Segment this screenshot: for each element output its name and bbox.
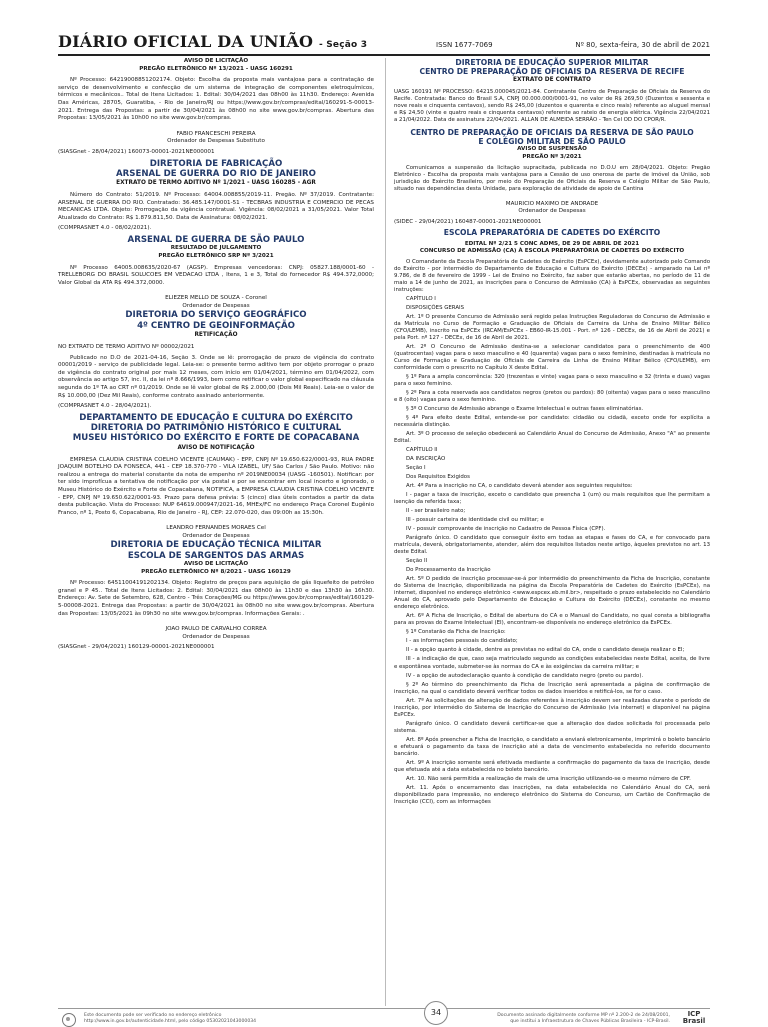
- column-divider: [385, 58, 386, 1006]
- org-heading: ESCOLA PREPARATÓRIA DE CADETES DO EXÉRCITO: [443, 228, 661, 238]
- edital-paragraph: Art. 11. Após o encerramento das inscrições, na data estabelecida no Calendário Anual do CA, será disponibilizado para impressão, no endereço eletrônico do Sistema do Concurso, um Cartão de Confirmação de Inscrição (CCI), com as informações: [394, 784, 710, 805]
- org-heading: DIRETORIA DE EDUCAÇÃO TÉCNICA MILITAR: [110, 540, 322, 551]
- signer-name: ELIEZER MELLO DE SOUZA - Coronel: [165, 295, 267, 302]
- edital-paragraph: Art. 3º O processo de seleção obedecerá ao Calendário Anual do Concurso de Admissão, Anexo "A" ao presente Edital.: [394, 431, 710, 445]
- edital-paragraph: Parágrafo único. O candidato que conseguir êxito em todas as etapas e fases do CA, e for convocado para matrícula, deverá, obrigatoriamente, atender, além dos requisitos listados neste artigo, àqueles previstos no art. 13 deste Edital.: [394, 535, 710, 556]
- notice-subtitle: EXTRATO DE TERMO ADITIVO Nº 1/2021 - UASG 160285 - AGR: [116, 180, 316, 187]
- signer-role: Ordenador de Despesas Substituto: [167, 138, 265, 145]
- edital-paragraph: Seção I: [406, 465, 426, 472]
- notice-subtitle: PREGÃO Nº 3/2021: [522, 153, 582, 160]
- verification-url: http://www.in.gov.br/autenticidade.html, pelo código 05302021043000034: [84, 1018, 257, 1024]
- notice-subtitle: RETIFICAÇÃO: [194, 332, 238, 339]
- edital-paragraph: § 4º Para efeito deste Edital, entende-se por candidato: cidadão ou cidadã, exceto onde for explícita a necessária distinção.: [394, 415, 710, 429]
- signer-role: Ordenador de Despesas: [182, 532, 250, 539]
- edital-paragraph: O Comandante da Escola Preparatória de Cadetes do Exército (EsPCEx), devidamente autorizado pelo Comando do Exército - por intermédio do Departamento de Educação e Cultura do Exército (DECEx) - amparado na Lei nº 9.786, de 8 de fevereiro de 1999 - Lei de Ensino no Exército, faz saber que estarão abertas, no período de 11 de maio a 14 de junho de 2021, as inscrições para o Concurso de Admissão (CA) à EsPCEx, observadas as seguintes instruções:: [394, 258, 710, 293]
- edital-paragraph: Art. 9º A inscrição somente será efetivada mediante a confirmação do pagamento da taxa de inscrição, desde que efetuada até a data estabelecida no boleto bancário.: [394, 759, 710, 773]
- header: [58, 34, 710, 56]
- reference-line: (SIASGnet - 29/04/2021) 160129-00001-2021NE000001: [58, 644, 215, 651]
- icp-brasil-logo: ICP Brasil: [682, 1010, 706, 1025]
- notice-body: Nº Processo 64005.008635/2020-67 (AGSP). Empresas vencedoras: CNPJ: 05827.188/0001-60 - TRELLEBORG DO BRASIL SOLUCOES EM VEDACAO LTDA , Itens, 1 e 3, Total do fornecedor R$ 494.372,0000; Valor Global da ATA R$ 494.372,0000.: [58, 264, 374, 286]
- left-column: [58, 58, 374, 654]
- notice-title: AVISO DE SUSPENSÃO: [517, 146, 587, 153]
- edital-paragraph: Art. 1º O presente Concurso de Admissão será regido pelas Instruções Reguladoras do Concurso de Admissão e da Matrícula no Curso de Formação e Graduação de Oficiais de Carreira da Linha de Ensino Militar Bélico (CFO/LEMB), inscrito na EsPCEx (IRCAM/EsPCEx - EB60-IR-15.001 - Port. nº 126 - DECEx, de 16 de Abril de 2021) e pela Port. nº 127 - DECEx, de 16 de Abril de 2021.: [394, 313, 710, 341]
- org-heading: DIRETORIA DO SERVIÇO GEOGRÁFICO: [125, 310, 307, 321]
- edital-paragraph: Art. 4º Para a inscrição no CA, o candidato deverá atender aos seguintes requisitos:: [406, 483, 633, 490]
- notice-subtitle: CONCURSO DE ADMISSÃO (CA) À ESCOLA PREPARATÓRIA DE CADETES DO EXÉRCITO: [419, 248, 685, 255]
- notice-body: Comunicamos a suspensão da licitação supracitada, publicada no D.O.U em 28/04/2021. Objeto: Pregão Eletrônico - Escolha da proposta mais vantajosa para a Cessão de uso onerosa de parte de imóvel da União, sob jurisdição do Exército Brasileiro, por meio do Preparação de Oficiais da Reserva e Colégio Militar de São Paulo, situado nas dependências desta Unidade, para exploração de atividade de apoio de Cantina: [394, 164, 710, 192]
- org-heading: ARSENAL DE GUERRA DO RIO DE JANEIRO: [116, 168, 316, 179]
- org-heading: CENTRO DE PREPARAÇÃO DE OFICIAIS DA RESERVA DE RECIFE: [419, 67, 685, 77]
- edital-paragraph: I - as informações pessoais do candidato;: [406, 638, 518, 645]
- signature-note: [497, 1013, 670, 1025]
- footer: [58, 1008, 710, 1025]
- signer-name: JOAO PAULO DE CARVALHO CORREA: [165, 626, 267, 633]
- issn: ISSN 1677-7069: [436, 41, 493, 49]
- notice-title: RESULTADO DE JULGAMENTO: [170, 245, 262, 252]
- edital-paragraph: CAPÍTULO I: [406, 295, 436, 302]
- notice-subtitle: PREGÃO ELETRÔNICO Nº 8/2021 - UASG 160129: [141, 568, 291, 575]
- section-text: - Seção 3: [318, 40, 368, 50]
- edital-paragraph: DISPOSIÇÕES GERAIS: [406, 304, 465, 311]
- edital-paragraph: IV - possuir comprovante de inscrição no Cadastro de Pessoa Física (CPF).: [406, 526, 606, 533]
- signer-name: FABIO FRANCESCHI PEREIRA: [176, 130, 256, 137]
- edital-paragraph: DA INSCRIÇÃO: [406, 456, 446, 463]
- edital-paragraph: § 3º O Concurso de Admissão abrange o Exame Intelectual e outras fases eliminatórias.: [406, 406, 644, 413]
- notice-subtitle: EXTRATO DE CONTRATO: [513, 77, 591, 84]
- edital-paragraph: CAPÍTULO II: [406, 447, 438, 454]
- edital-paragraph: Art. 10. Não será permitida a realização de mais de uma inscrição utilizando-se o mesmo número de CPF.: [406, 775, 691, 782]
- notice-subtitle: PREGÃO ELETRÔNICO Nº 13/2021 - UASG 160291: [139, 65, 293, 72]
- reference-line: (COMPRASNET 4.0 - 28/04/2021).: [58, 403, 152, 410]
- org-heading: DIRETORIA DO PATRIMÔNIO HISTÓRICO E CULTURAL: [90, 423, 342, 434]
- issue-info: Nº 80, sexta-feira, 30 de abril de 2021: [575, 41, 710, 49]
- org-heading: E COLÉGIO MILITAR DE SÃO PAULO: [478, 137, 626, 147]
- verification-note: [84, 1013, 256, 1025]
- org-heading: MUSEU HISTÓRICO DO EXÉRCITO E FORTE DE COPACABANA: [72, 433, 360, 444]
- org-heading: ARSENAL DE GUERRA DE SÃO PAULO: [127, 235, 305, 245]
- org-heading: DEPARTAMENTO DE EDUCAÇÃO E CULTURA DO EXÉRCITO: [79, 412, 353, 423]
- notice-subtitle: PREGÃO ELETRÔNICO SRP Nº 3/2021: [158, 252, 274, 259]
- edital-paragraph: § 2º Para a cota reservada aos candidatos negros (pretos ou pardos): 80 (oitenta) vagas para o sexo masculino e 8 (oito) vagas para o sexo feminino.: [394, 389, 710, 403]
- edital-body: [394, 259, 710, 806]
- reference-line: (COMPRASNET 4.0 - 08/02/2021).: [58, 225, 152, 232]
- notice-title: EDITAL Nº 2/21 5 CONC ADMS, DE 29 DE ABRIL DE 2021: [464, 240, 640, 247]
- signer-name: LEANDRO FERNANDES MORAES Cel: [166, 525, 266, 532]
- publication-title: [58, 32, 367, 51]
- signer-name: MAURICIO MAXIMO DE ANDRADE: [505, 200, 599, 207]
- edital-paragraph: II - a opção quanto à cidade, dentre as previstas no edital do CA, onde o candidato deseja realizar o EI;: [406, 647, 685, 654]
- title-text: DIÁRIO OFICIAL DA UNIÃO: [58, 32, 314, 51]
- verification-line: Este documento pode ser verificado no endereço eletrônico: [84, 1013, 222, 1018]
- edital-paragraph: I - pagar a taxa de inscrição, exceto o candidato que preencha 1 (um) ou mais requisitos que lhe permitam a isenção da referida taxa;: [394, 492, 710, 506]
- edital-paragraph: Art. 7º As solicitações de alteração de dados referentes à inscrição devem ser realizadas durante o período de inscrição, por intermédio do Sistema de Inscrição do Concurso de Admissão (via internet) e disponível na página EsPCEx.: [394, 697, 710, 718]
- org-heading: 4º CENTRO DE GEOINFORMAÇÃO: [137, 320, 295, 331]
- reference-line: (SIASGnet - 28/04/2021) 160073-00001-2021NE000001: [58, 148, 215, 155]
- signer-role: Ordenador de Despesas: [518, 208, 586, 215]
- republic-seal-icon: [62, 1013, 76, 1027]
- edital-paragraph: Do Processamento da Inscrição: [406, 567, 491, 574]
- edital-paragraph: Parágrafo único. O candidato deverá certificar-se que a alteração dos dados solicitada foi processada pelo sistema.: [394, 720, 710, 734]
- edital-paragraph: § 2º Ao término do preenchimento da Ficha de Inscrição será apresentada a página de confirmação de inscrição, na qual o candidato deverá verificar todos os dados inseridos e retificá-los, se for o caso.: [394, 681, 710, 695]
- edital-paragraph: III - a indicação de que, caso seja matriculado segundo as condições estabelecidas neste Edital, aceita, de livre e espontânea vontade, submeter-se às normas do CA e às exigências da carreira militar; e: [394, 656, 710, 670]
- edital-paragraph: IV - a opção de autodeclaração quanto à condição de candidato negro (preto ou pardo).: [406, 672, 644, 679]
- org-heading: DIRETORIA DE EDUCAÇÃO SUPERIOR MILITAR: [455, 58, 649, 67]
- notice-body: UASG 160191 Nº PROCESSO: 64215.000045/2021-84. Contratante Centro de Preparação de Oficiais da Reserva do Recife. Contratada: Banco do Brasil S.A, CNPJ 00.000.000/0001-91, no valor de R$ 269,50 (Duzentos e sessenta e nove reais e cinquenta centavos), sendo R$ 245,00 (duzentos e quarenta e cinco reais) referente ao aluguel mensal e R$ 24,50 (vinte e quatro reais e cinquenta centavos) referente ao rateio de energia elétrica. Vigência 22/04/2021 a 21/04/2022. Data de assinatura 22/04/2021. ALLAN DE ALMEIDA SERRÃO - Ten Cel OD DO CPOR/R.: [394, 89, 710, 124]
- notice-body: EMPRESA CLAUDIA CRISTINA COELHO VICENTE (CAUMAK) - EPP, CNPJ Nº 19.650.622/0001-93, RUA PADRE JOAQUIM BOTELHO DA FONSECA, 441 - CEP 18.370-770 - VILA IZABEL, UF/ São Carlos / São Paulo. Motivo: não realizou a entrega do material constante da nota de empenho nº 2019NE00034 (UASG -160501). Notificar: por ter sido improfícua a tentativa de notificação por via postal e por se encontrar em local incerto e ignorado, o Museu Histórico do Exército e Forte de Copacabana, NOTIFICA, a EMPRESA CLAUDIA CRISTINA COELHO VICENTE - EPP, CNPJ Nº 19.650.622/0001-93. Prazo para defesa prévia: 5 (cinco) dias úteis contados a partir da data desta publicação. Vista do Processo: NUP 64619.000947/2021-16, MHEx/FC no endereço Praça Coronel Eugênio Franco, nº 1, Posto 6, Copacabana, Rio de Janeiro - RJ, CEP: 22.070-020, das 09:00h as 15:30h.: [58, 456, 374, 516]
- edital-paragraph: III - possuir carteira de identidade civil ou militar; e: [406, 517, 544, 524]
- signer-role: Ordenador de Despesas: [182, 302, 250, 309]
- notice-body: NO EXTRATO DE TERMO ADITIVO Nº 00002/2021: [58, 343, 195, 350]
- edital-paragraph: II - ser brasileiro nato;: [406, 508, 466, 515]
- edital-paragraph: Dos Requisitos Exigidos: [406, 474, 470, 481]
- org-heading: DIRETORIA DE FABRICAÇÃO: [149, 158, 283, 169]
- edital-paragraph: Art. 8º Após preencher a Ficha de Inscrição, o candidato a enviará eletronicamente, imprimirá o boleto bancário e efetuará o pagamento da taxa de inscrição até a data de vencimento estabelecida no referido documento bancário.: [394, 736, 710, 757]
- page-number: 34: [424, 1001, 448, 1025]
- notice-body: Nº Processo: 64219008851202174. Objeto: Escolha da proposta mais vantajosa para a contratação de serviço de desenvolvimento e confecção de um sistema de integração de componentes eletroquímicos, térmicos e mecânicos.. Total de Itens Licitados: 1. Edital: 30/04/2021 das 08h00 às 11h30. Endereço: Avenida Das Américas, 28705, Guaratiba, - Rio de Janeiro/RJ ou https://www.gov.br/compras/edital/160291-5-00013-2021. Entrega das Propostas: a partir de 30/04/2021 às 08h00 no site www.gov.br/compras. Abertura das Propostas: 13/05/2021 às 10h00 no site www.gov.br/compras.: [58, 77, 374, 122]
- signer-role: Ordenador de Despesas: [182, 633, 250, 640]
- signature-line: Documento assinado digitalmente conforme MP nº 2.200-2 de 24/08/2001,: [497, 1013, 670, 1018]
- edital-paragraph: Art. 5º O pedido de inscrição processar-se-á por intermédio do preenchimento da Ficha de Inscrição, constante do Sistema de Inscrição, disponibilizada na página da Escola Preparatória de Cadetes do Exército (EsPCEx), na internet, disponível no endereço eletrônico <www.espcex.eb.mil.br>, respeitado o prazo estabelecido no Calendário Anual do CA, aprovado pelo Departamento de Educação e Cultura do Exército (DECEx), constante no mesmo endereço eletrônico.: [394, 576, 710, 611]
- signature-line: que institui a Infraestrutura de Chaves Públicas Brasileira - ICP-Brasil.: [510, 1018, 670, 1024]
- org-heading: ESCOLA DE SARGENTOS DAS ARMAS: [127, 550, 305, 561]
- org-heading: CENTRO DE PREPARAÇÃO DE OFICIAIS DA RESERVA DE SÃO PAULO: [410, 128, 694, 138]
- right-column: [394, 58, 710, 808]
- edital-paragraph: § 1º Para a ampla concorrência: 320 (trezentas e vinte) vagas para o sexo masculino e 32 (trinta e duas) vagas para o sexo feminino.: [394, 373, 710, 387]
- edital-paragraph: § 1º Constarão da Ficha de Inscrição:: [406, 629, 506, 636]
- notice-body: Publicado no D.O de 2021-04-16, Seção 3. Onde se lê: prorrogação de prazo de vigência do contrato 00001/2019 - serviço de publicidade legal. Leia-se: o presente termo aditivo tem por objeto prorrogar o prazo de vigência do contrato original por mais 12 meses, com início em 01/04/2021, término em 01/04/2022, com observância ao artigo 57, inc. II, da lei nº 8.666/1993, bem como retificar o valor global especificado na cláusula segunda do 1º TA ao CRT nº 01/2019. Onde se lê valor global de R$ 2.000,00 (Dois Mil Reais). Leia-se o valor de R$ 10.000,00 (Dez Mil Reais), conforme contrato assinado anteriormente.: [58, 354, 374, 399]
- edital-paragraph: Art. 2º O Concurso de Admissão destina-se a selecionar candidatos para o preenchimento de 400 (quatrocentas) vagas para o sexo masculino e 40 (quarenta) vagas para o sexo feminino, destinadas à matrícula no Curso de Formação e Graduação de Oficiais de Carreira da Linha de Ensino Militar Bélico (CFO/LEMB), em conformidade com o prescrito no Capítulo X deste Edital.: [394, 343, 710, 371]
- notice-body: Nº Processo: 64511004191202134. Objeto: Registro de preços para aquisição de gás liquefeito de petróleo granel e P 45.. Total de Itens Licitados: 2. Edital: 30/04/2021 das 08h00 às 11h30 e das 13h30 às 16h30. Endereço: Av. Sete de Setembro, 628, Centro - Três Corações/MG ou https://www.gov.br/compras/edital/160129-5-00008-2021. Entrega das Propostas: a partir de 30/04/2021 às 08h00 no site www.gov.br/compras. Abertura das Propostas: 13/05/2021 às 09h30 no site www.gov.br/compras. Informações Gerais: .: [58, 580, 374, 617]
- edital-paragraph: Seção II: [406, 558, 428, 565]
- edital-paragraph: Art. 6º A Ficha de Inscrição, o Edital de abertura do CA e o Manual do Candidato, no qual consta a bibliografia para as provas do Exame Intelectual (EI), encontram-se disponíveis no endereço eletrônico da EsPCEx.: [394, 613, 710, 627]
- notice-title: AVISO DE LICITAÇÃO: [183, 58, 249, 64]
- notice-subtitle: AVISO DE NOTIFICAÇÃO: [177, 444, 255, 451]
- reference-line: (SIDEC - 29/04/2021) 160487-00001-2021NE000001: [394, 218, 542, 225]
- notice-title: AVISO DE LICITAÇÃO: [183, 561, 249, 568]
- notice-body: Número do Contrato: 51/2019. Nº Processo: 64004.008855/2019-11. Pregão. Nº 37/2019. Contratante: ARSENAL DE GUERRA DO RIO. Contratado: 36.485.147/0001-51 - TECBRAS INDUSTRIA E COMERCIO DE PECAS MECANICAS LTDA. Objeto: Prorrogação da vigência contratual. Vigência: 08/02/2021 a 31/05/2021. Valor Total Atualizado do Contrato: R$ 1.879.811,50. Data de Assinatura: 08/02/2021.: [58, 192, 374, 221]
